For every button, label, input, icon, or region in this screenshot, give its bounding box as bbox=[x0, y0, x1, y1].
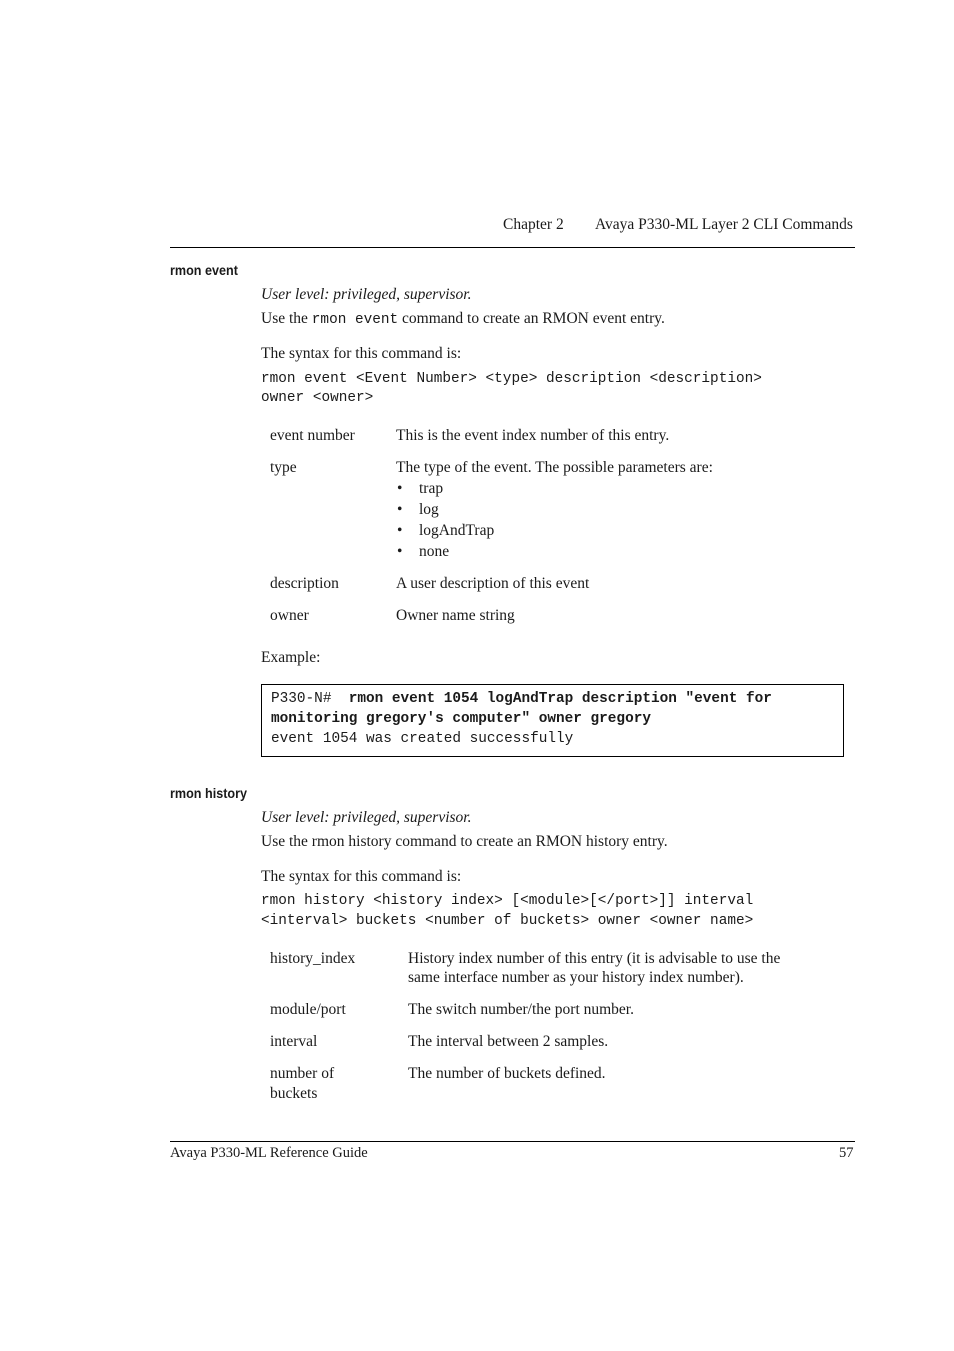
param-desc: A user description of this event bbox=[396, 575, 590, 592]
chapter-label: Chapter 2 bbox=[503, 216, 564, 233]
cli-command: rmon event 1054 logAndTrap description "event for bbox=[348, 691, 772, 707]
event-use-post: command to create an RMON event entry. bbox=[402, 310, 665, 327]
param-name: event number bbox=[270, 427, 355, 444]
param-desc: History index number of this entry (it is advisable to use the bbox=[408, 950, 781, 967]
footer-rule bbox=[170, 1141, 855, 1142]
event-use-pre: Use the bbox=[261, 310, 308, 327]
param-name: module/port bbox=[270, 1001, 346, 1018]
event-syntax-line1: rmon event <Event Number> <type> description <description> bbox=[261, 371, 762, 387]
param-desc: The interval between 2 samples. bbox=[408, 1033, 609, 1050]
footer-guide-title: Avaya P330-ML Reference Guide bbox=[170, 1145, 368, 1161]
section-heading-rmon-event: rmon event bbox=[170, 262, 238, 278]
chapter-title: Avaya P330-ML Layer 2 CLI Commands bbox=[595, 216, 853, 233]
param-name: type bbox=[270, 459, 297, 476]
bullet-icon: • bbox=[397, 522, 403, 539]
page-number: 57 bbox=[839, 1145, 854, 1161]
example-code-box bbox=[261, 684, 844, 757]
param-desc-cont: same interface number as your history index number). bbox=[408, 969, 744, 986]
param-name: owner bbox=[270, 607, 309, 624]
event-use-cmd: rmon event bbox=[311, 312, 399, 328]
param-desc: Owner name string bbox=[396, 607, 515, 624]
param-desc: The number of buckets defined. bbox=[408, 1065, 606, 1082]
history-syntax-line1: rmon history <history index> [<module>[</port>]] interval bbox=[261, 893, 754, 909]
param-desc: The type of the event. The possible parameters are: bbox=[396, 459, 713, 476]
event-use-line bbox=[261, 310, 665, 328]
event-syntax-line2: owner <owner> bbox=[261, 390, 374, 406]
example-line2: monitoring gregory's computer" owner gregory bbox=[271, 711, 651, 727]
cli-prompt: P330-N# bbox=[271, 691, 332, 707]
example-label: Example: bbox=[261, 649, 321, 666]
bullet-icon: • bbox=[397, 480, 403, 497]
param-name: interval bbox=[270, 1033, 318, 1050]
header-rule bbox=[170, 247, 855, 248]
history-use-line: Use the rmon history command to create an RMON history entry. bbox=[261, 833, 668, 850]
history-user-level: User level: privileged, supervisor. bbox=[261, 809, 472, 826]
section-heading-rmon-history: rmon history bbox=[170, 785, 248, 801]
history-syntax-intro: The syntax for this command is: bbox=[261, 868, 462, 885]
history-syntax-line2: <interval> buckets <number of buckets> owner <owner name> bbox=[261, 913, 754, 929]
param-name: description bbox=[270, 575, 339, 592]
bullet-icon: • bbox=[397, 543, 403, 560]
event-user-level: User level: privileged, supervisor. bbox=[261, 286, 472, 303]
example-line1 bbox=[271, 691, 772, 707]
param-name-cont: buckets bbox=[270, 1085, 318, 1102]
example-output: event 1054 was created successfully bbox=[271, 731, 574, 747]
param-desc: This is the event index number of this entry. bbox=[396, 427, 670, 444]
event-syntax-intro: The syntax for this command is: bbox=[261, 345, 462, 362]
bullet-icon: • bbox=[397, 501, 403, 518]
param-desc: The switch number/the port number. bbox=[408, 1001, 634, 1018]
param-name: number of bbox=[270, 1065, 335, 1082]
param-name: history_index bbox=[270, 950, 356, 967]
